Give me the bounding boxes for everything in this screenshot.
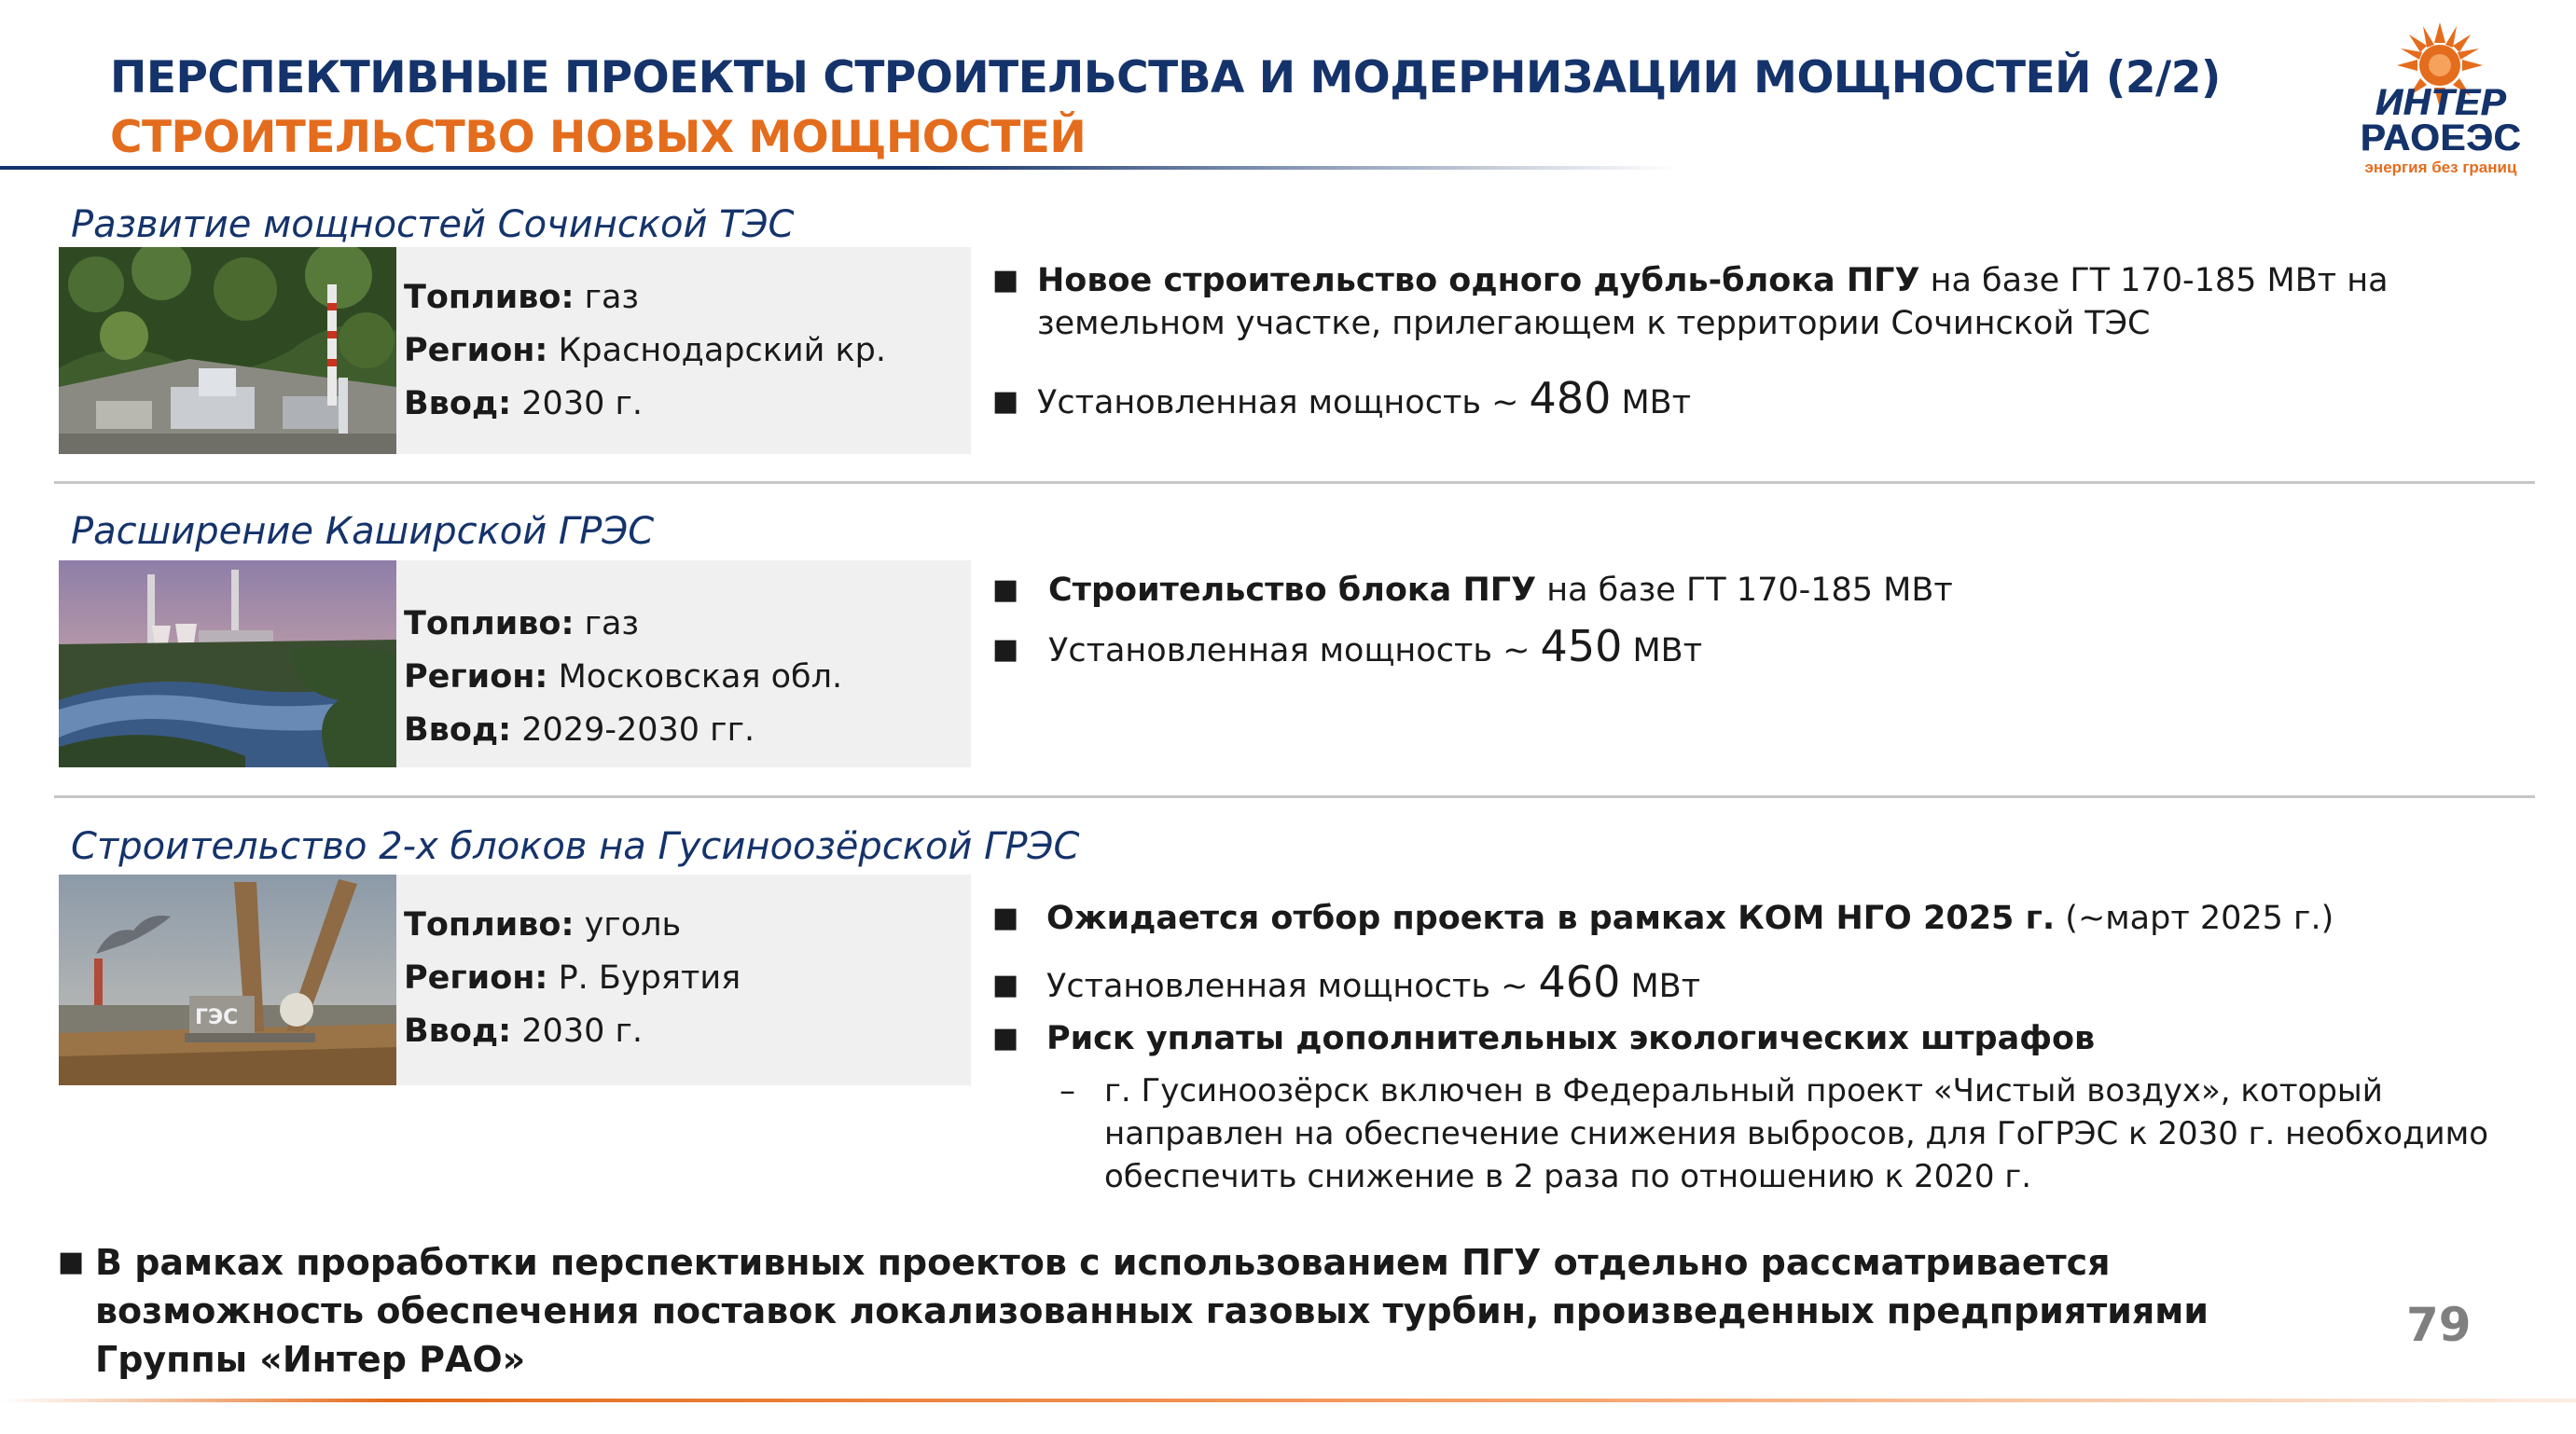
capacity-value: 480 [1529,373,1612,423]
launch-row [404,378,886,431]
region-label: Регион: [404,959,548,997]
bullet-bold-text: Новое строительство одного дубль-блока ПГУ [1037,262,1920,299]
page-title: ПЕРСПЕКТИВНЫЕ ПРОЕКТЫ СТРОИТЕЛЬСТВА И МОДЕРНИЗАЦИИ МОЩНОСТЕЙ (2/2) [110,52,2221,103]
capacity-label: Установленная мощность ~ [1037,384,1530,421]
launch-label: Ввод: [404,711,512,749]
page-number: 79 [2406,1298,2472,1352]
region-row [404,651,842,704]
bullet-text: на базе ГТ 170-185 МВт на земельном участке, прилегающем к территории Сочинской ТЭС [1037,262,2389,342]
sub-bullet-text: г. Гусиноозёрск включен в Федеральный проект «Чистый воздух», который направлен на обеспечение снижения выбросов, для ГоГРЭС к 2030 г. необходимо обеспечить снижение в 2 раза по отношению к 2020 г. [1104,1072,2489,1195]
fuel-label: Топливо: [404,279,575,316]
capacity-label: Установленная мощность ~ [1046,968,1539,1005]
list-item: ■ Ожидается отбор проекта в рамках КОМ НГО 2025 г. (~март 2025 г.) [992,900,2334,937]
region-row [404,952,741,1005]
list-item: ■ Установленная мощность ~ 480 МВт [992,373,1692,423]
bullet-bold-text: Ожидается отбор проекта в рамках КОМ НГО 2025 г. [1046,900,2056,937]
launch-row [404,704,842,757]
launch-row [404,1005,741,1058]
region-label: Регион: [404,332,548,369]
region-value: Р. Бурятия [558,959,741,997]
region-row [404,324,886,378]
fuel-label: Топливо: [404,906,575,944]
list-item: ■ Установленная мощность ~ 460 МВт [992,957,1701,1007]
header-divider [0,166,1679,170]
launch-label: Ввод: [404,1013,512,1050]
list-item: ■ Риск уплаты дополнительных экологических штрафов [992,1020,2096,1057]
list-item: ■ Новое строительство одного дубль-блока ПГУ на базе ГТ 170-185 МВт на земельном участке, прилегающем к территории Сочинской ТЭС [992,262,2389,342]
list-item: ■ Строительство блока ПГУ на базе ГТ 170-185 МВт [992,572,1953,609]
fuel-row [404,899,741,952]
project-bullets-gusinoozersk [992,897,2541,1198]
bullet-bold-text: Строительство блока ПГУ [1048,572,1537,609]
project-info-card-kashira [59,560,971,767]
capacity-unit: МВт [1611,384,1692,421]
project-info-card-gusinoozersk [59,875,971,1085]
logo-text-line1: ИНТЕР [2375,82,2507,123]
project-title-gusinoozersk: Строительство 2-х блоков на Гусиноозёрской ГРЭС [71,825,1080,868]
company-logo [2339,19,2542,176]
bottom-note-text: В рамках проработки перспективных проектов с использованием ПГУ отдельно рассматривается возможность обеспечения поставок локализованных газовых турбин, произведенных предприятиями Группы «Интер РАО» [95,1242,2209,1380]
project-bullets-sochi [992,259,2485,424]
footer-divider [0,1399,2576,1402]
section-divider [54,481,2535,484]
section-divider [54,795,2535,798]
capacity-unit: МВт [1620,968,1701,1005]
fuel-row [404,598,842,651]
logo-tagline: энергия без границ [2364,159,2517,176]
power-plant-monument-photo [59,875,396,1085]
launch-value: 2029-2030 гг. [521,711,755,749]
capacity-unit: МВт [1622,632,1703,669]
launch-label: Ввод: [404,385,512,422]
fuel-value: газ [584,605,640,642]
power-plant-river-photo [59,560,396,767]
fuel-value: уголь [584,906,682,944]
logo-text-line2: РАОЕЭС [2360,117,2522,159]
fuel-value: газ [584,279,640,316]
launch-value: 2030 г. [521,385,643,422]
project-bullets-kashira [992,569,2485,672]
list-item: ■ Установленная мощность ~ 450 МВт [992,621,1703,671]
region-value: Краснодарский кр. [558,332,886,369]
capacity-label: Установленная мощность ~ [1048,632,1541,669]
power-plant-forest-photo [59,247,396,454]
region-label: Регион: [404,658,548,696]
project-info-card-sochi [59,247,971,454]
page-subtitle: СТРОИТЕЛЬСТВО НОВЫХ МОЩНОСТЕЙ [110,112,1087,163]
bullet-text: (~март 2025 г.) [2055,900,2334,937]
bullet-bold-text: Риск уплаты дополнительных экологических штрафов [1046,1020,2096,1057]
fuel-row [404,271,886,324]
capacity-value: 450 [1540,621,1623,671]
region-value: Московская обл. [558,658,843,696]
sub-list-item: – г. Гусиноозёрск включен в Федеральный проект «Чистый воздух», который направлен на обеспечение снижения выбросов, для ГоГРЭС к 2030 г. необходимо обеспечить снижение в 2 раза по отношению к 2020 г. [1059,1072,2489,1195]
launch-value: 2030 г. [521,1013,643,1050]
capacity-value: 460 [1538,957,1621,1007]
project-title-sochi: Развитие мощностей Сочинской ТЭС [71,203,795,246]
svg-text:ГЭС: ГЭС [195,1006,239,1029]
project-title-kashira: Расширение Каширской ГРЭС [71,510,655,553]
bottom-note: ■ В рамках проработки перспективных проектов с использованием ПГУ отдельно рассматривается возможность обеспечения поставок локализованных газовых турбин, произведенных предприятиями Группы «Интер РАО» [58,1238,2334,1384]
bullet-text: на базе ГТ 170-185 МВт [1536,572,1953,609]
fuel-label: Топливо: [404,605,575,642]
